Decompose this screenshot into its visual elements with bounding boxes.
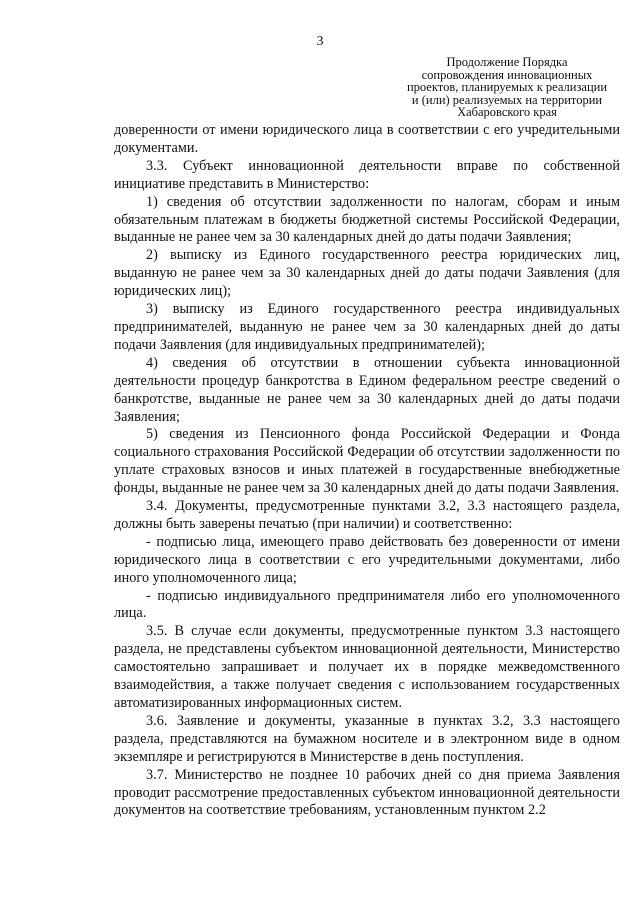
document-body xyxy=(114,122,620,820)
paragraph: 1) сведения об отсутствии задолженности по налогам, сборам и иным обязательным платежам в бюджеты бюджетной системы Российской Федерации, выданные не ранее чем за 30 календарных дней до даты подачи Заявления; xyxy=(114,193,620,246)
paragraph: - подписью индивидуального предпринимателя либо его уполномоченного лица. xyxy=(114,587,620,622)
document-header xyxy=(392,56,622,119)
paragraph: - подписью лица, имеющего право действовать без доверенности от имени юридического лица в соответствии с его учредительными документами, либо иного уполномоченного лица; xyxy=(114,533,620,586)
header-line: сопровождения инновационных xyxy=(421,67,593,82)
page-number: 3 xyxy=(316,34,324,49)
header-line: проектов, планируемых к реализации xyxy=(406,80,608,94)
paragraph: доверенности от имени юридического лица в соответствии с его учредительными документами. xyxy=(114,122,620,156)
paragraph: 3.6. Заявление и документы, указанные в пунктах 3.2, 3.3 настоящего раздела, представляются на бумажном носителе и в электронном виде в одном экземпляре и регистрируются в Министерстве в день поступления. xyxy=(114,712,620,765)
paragraph: 2) выписку из Единого государственного реестра юридических лиц, выданную не ранее чем за 30 календарных дней до даты подачи Заявления (для юридических лиц); xyxy=(114,247,620,300)
paragraph: 5) сведения из Пенсионного фонда Российской Федерации и Фонда социального страхования Российской Федерации об отсутствии задолженности по уплате страховых взносов и иных платежей в государственные внебюджетные фонды, выданные не ранее чем за 30 календарных дней до даты подачи Заявления. xyxy=(114,426,620,497)
header-line: Продолжение Порядка xyxy=(446,55,568,69)
paragraph: 3) выписку из Единого государственного реестра индивидуальных предпринимателей, выданную не ранее чем за 30 календарных дней до даты подачи Заявления (для индивидуальных предпринимателей); xyxy=(114,301,620,353)
paragraph: 3.4. Документы, предусмотренные пунктами 3.2, 3.3 настоящего раздела, должны быть заверены печатью (при наличии) и соответственно: xyxy=(114,498,620,532)
paragraph: 3.7. Министерство не позднее 10 рабочих дней со дня приема Заявления проводит рассмотрение предоставленных субъектом инновационной деятельности документов на соответствие требованиям, установленным пунктом 2.2 xyxy=(114,766,620,819)
paragraph: 3.3. Субъект инновационной деятельности вправе по собственной инициативе представить в Министерство: xyxy=(114,157,620,192)
paragraph: 4) сведения об отсутствии в отношении субъекта инновационной деятельности процедур банкротства в Едином федеральном реестре сведений о банкротстве, выданные не ранее чем за 30 календарных дней до даты подачи Заявления; xyxy=(114,354,620,425)
paragraph: 3.5. В случае если документы, предусмотренные пунктом 3.3 настоящего раздела, не представлены субъектом инновационной деятельности, Министерство самостоятельно запрашивает и получает их в порядке межведомственного взаимодействия, а также получает сведения с использованием государственных автоматизированных информационных систем. xyxy=(114,623,620,711)
header-line: Хабаровского края xyxy=(457,105,557,119)
header-line: и (или) реализуемых на территории xyxy=(411,92,603,107)
